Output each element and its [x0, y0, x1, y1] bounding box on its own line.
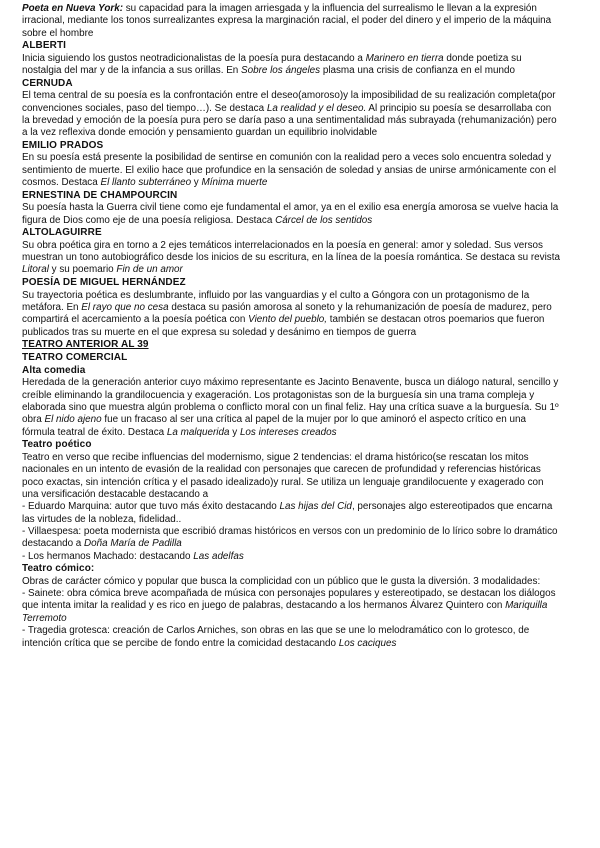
villaespesa-item: - Villaespesa: poeta modernista que escribió dramas históricos en versos con un predominio de lo lírico sobre lo dramático destacando a Doña María de Padilla — [22, 525, 558, 550]
work-title: El nido ajeno — [44, 414, 102, 426]
altolaguirre-paragraph: Su obra poética gira en torno a 2 ejes temáticos interrelacionados en la poesía en general: amor y soledad. Sus versos muestran un tono autobiográfico desde los inicios de su escritura, en la línea de la poesía romántica. Se destaca su revista Litoral y su poemario Fin de un amor — [22, 239, 560, 276]
marquina-item: - Eduardo Marquina: autor que tuvo más éxito destacando Las hijas del Cid, personajes algo estereotipados que encarna las virtudes de la nobleza, fidelidad.. — [22, 501, 553, 525]
teatro-comico-heading: Teatro cómico: — [22, 563, 95, 574]
teatro-poetico-paragraph: Teatro en verso que recibe influencias del modernismo, sigue 2 tendencias: el drama histórico(se rescatan los mitos nacionales en un intento de evasión de la realidad con personajes que carecen de profundidad y referencias históricas poco exactas, sin intención crítica y el pasado idealizado)y rural. Se utiliza un lenguaje grandilocuente y exagerado con una versificación destacable destacando a — [22, 451, 544, 500]
work-title: Las hijas del Cid — [279, 501, 352, 513]
emilio-prados-heading: EMILIO PRADOS — [22, 139, 104, 151]
cernuda-paragraph: El tema central de su poesía es la confrontación entre el deseo(amoroso)y la imposibilidad de su realización completa(por convenciones sociales, paso del tiempo…). Se destaca La realidad y el deseo. Al principio su poesía se desarrollaba con la brevedad y emoción de la poesía pura pero se daría paso a una sentimentalidad más subrayada (rehumanización) pero a la vez reflexiva donde emoción y pensamiento guardan un equilibrio inolvidable — [22, 90, 557, 139]
alta-comedia-heading: Alta comedia — [22, 364, 86, 376]
work-title: Fin de un amor — [116, 264, 183, 276]
work-title: Mínima muerte — [201, 177, 268, 189]
poeta-nueva-york-title: Poeta en Nueva York: — [22, 3, 123, 14]
work-title: La malquerida — [166, 426, 230, 438]
sainete-item: - Sainete: obra cómica breve acompañada de música con personajes populares y estereotipado, se destacan los diálogos que intenta imitar la realidad y es rico en juego de palabras, destacando a los hermanos Álvarez Quintero con Mariquilla Terremoto — [22, 588, 556, 624]
machado-item: - Los hermanos Machado: destacando Las adelfas — [22, 550, 244, 562]
work-title: La realidad y el deseo. — [266, 102, 367, 114]
work-title: Las adelfas — [193, 550, 244, 562]
ernestina-paragraph: Su poesía hasta la Guerra civil tiene como eje fundamental el amor, ya en el exilio esa energía amorosa se vuelve hacia la figura de Dios como eje de una poesía religiosa. Destaca Cárcel de los sentidos — [22, 202, 559, 226]
work-title: El rayo que no cesa — [81, 301, 169, 313]
alberti-paragraph: Inicia siguiendo los gustos neotradicionalistas de la poesía pura destacando a Marinero en tierra donde poetiza su nostalgia del mar y de la infancia a sus orillas. En Sobre los ángeles plasma una crisis de confianza en el mundo — [22, 52, 522, 77]
alta-comedia-paragraph: Heredada de la generación anterior cuyo máximo representante es Jacinto Benavente, busca un diálogo natural, sencillo y creíble eliminando la grandilocuencia y exageración. Los protagonistas son de la burguesía sin una trama compleja y elaborada sino que muestra algún problema o conflicto moral con un final feliz. Hay una crítica suave a la burguesía. Su 1º obra El nido ajeno fue un fracaso al ser una crítica al papel de la mujer por lo que aminoró el aspecto crítico en una fórmula teatral de éxito. Destaca La malquerida y Los intereses creados — [22, 377, 559, 438]
cernuda-heading: CERNUDA — [22, 77, 73, 89]
work-title: Mariquilla Terremoto — [22, 600, 548, 624]
work-title: Doña María de Padilla — [84, 538, 182, 550]
teatro-anterior-heading: TEATRO ANTERIOR AL 39 — [22, 339, 149, 350]
alberti-heading: ALBERTI — [22, 40, 67, 52]
work-title: Los intereses creados — [239, 426, 337, 438]
ernestina-heading: ERNESTINA DE CHAMPOURCIN — [22, 189, 178, 201]
work-title: Viento del pueblo, — [248, 314, 328, 326]
tragedia-grotesca-item: - Tragedia grotesca: creación de Carlos Arniches, son obras en las que se une lo melodramático con lo grotesco, de intención crítica que se percibe de fondo entre la comicidad destacando Los caciques — [22, 625, 530, 649]
miguel-hernandez-paragraph: Su trayectoria poética es deslumbrante, influido por las vanguardias y el culto a Góngora con un protagonismo de la metáfora. En El rayo que no cesa destaca su pasión amorosa al soneto y la rehumanización de poesía de madurez, pero compartirá el acercamiento a la poesía poética con Viento del pueblo, también se destacan otros poemarios que fueron publicados tras su muerte en el que expresa su soledad y desánimo en tiempos de guerra — [22, 289, 552, 338]
emilio-prados-paragraph: En su poesía está presente la posibilidad de sentirse en comunión con la realidad pero a veces solo encuentra soledad y sentimiento de muerte. El exilio hace que profundice en la sensación de soledad y ansias de unirse armónicamente con el cosmos. Destaca El llanto subterráneo y Mínima muerte — [22, 152, 557, 189]
poeta-nueva-york-paragraph: Poeta en Nueva York: su capacidad para la imagen arriesgada y la influencia del surrealismo le llevan a la expresión irracional, mediante los tonos surrealizantes expresa la marginación racial, el poder del dinero y el imperio de la máquina sobre el hombre — [22, 3, 552, 39]
miguel-hernandez-heading: POESÍA DE MIGUEL HERNÁNDEZ — [22, 276, 186, 288]
work-title: El llanto subterráneo — [100, 177, 192, 189]
teatro-comico-paragraph: Obras de carácter cómico y popular que busca la complicidad con un público que le gusta la diversión. 3 modalidades: — [22, 575, 541, 587]
teatro-poetico-heading: Teatro poético — [22, 439, 92, 451]
teatro-comercial-heading: TEATRO COMERCIAL — [22, 351, 128, 363]
work-title: Cárcel de los sentidos — [275, 214, 373, 226]
work-title: Sobre los ángeles — [241, 65, 321, 77]
altolaguirre-heading: ALTOLAGUIRRE — [22, 227, 102, 238]
work-title: Marinero en tierra — [365, 52, 444, 64]
work-title: Litoral — [22, 264, 49, 276]
work-title: Los caciques — [338, 637, 397, 649]
